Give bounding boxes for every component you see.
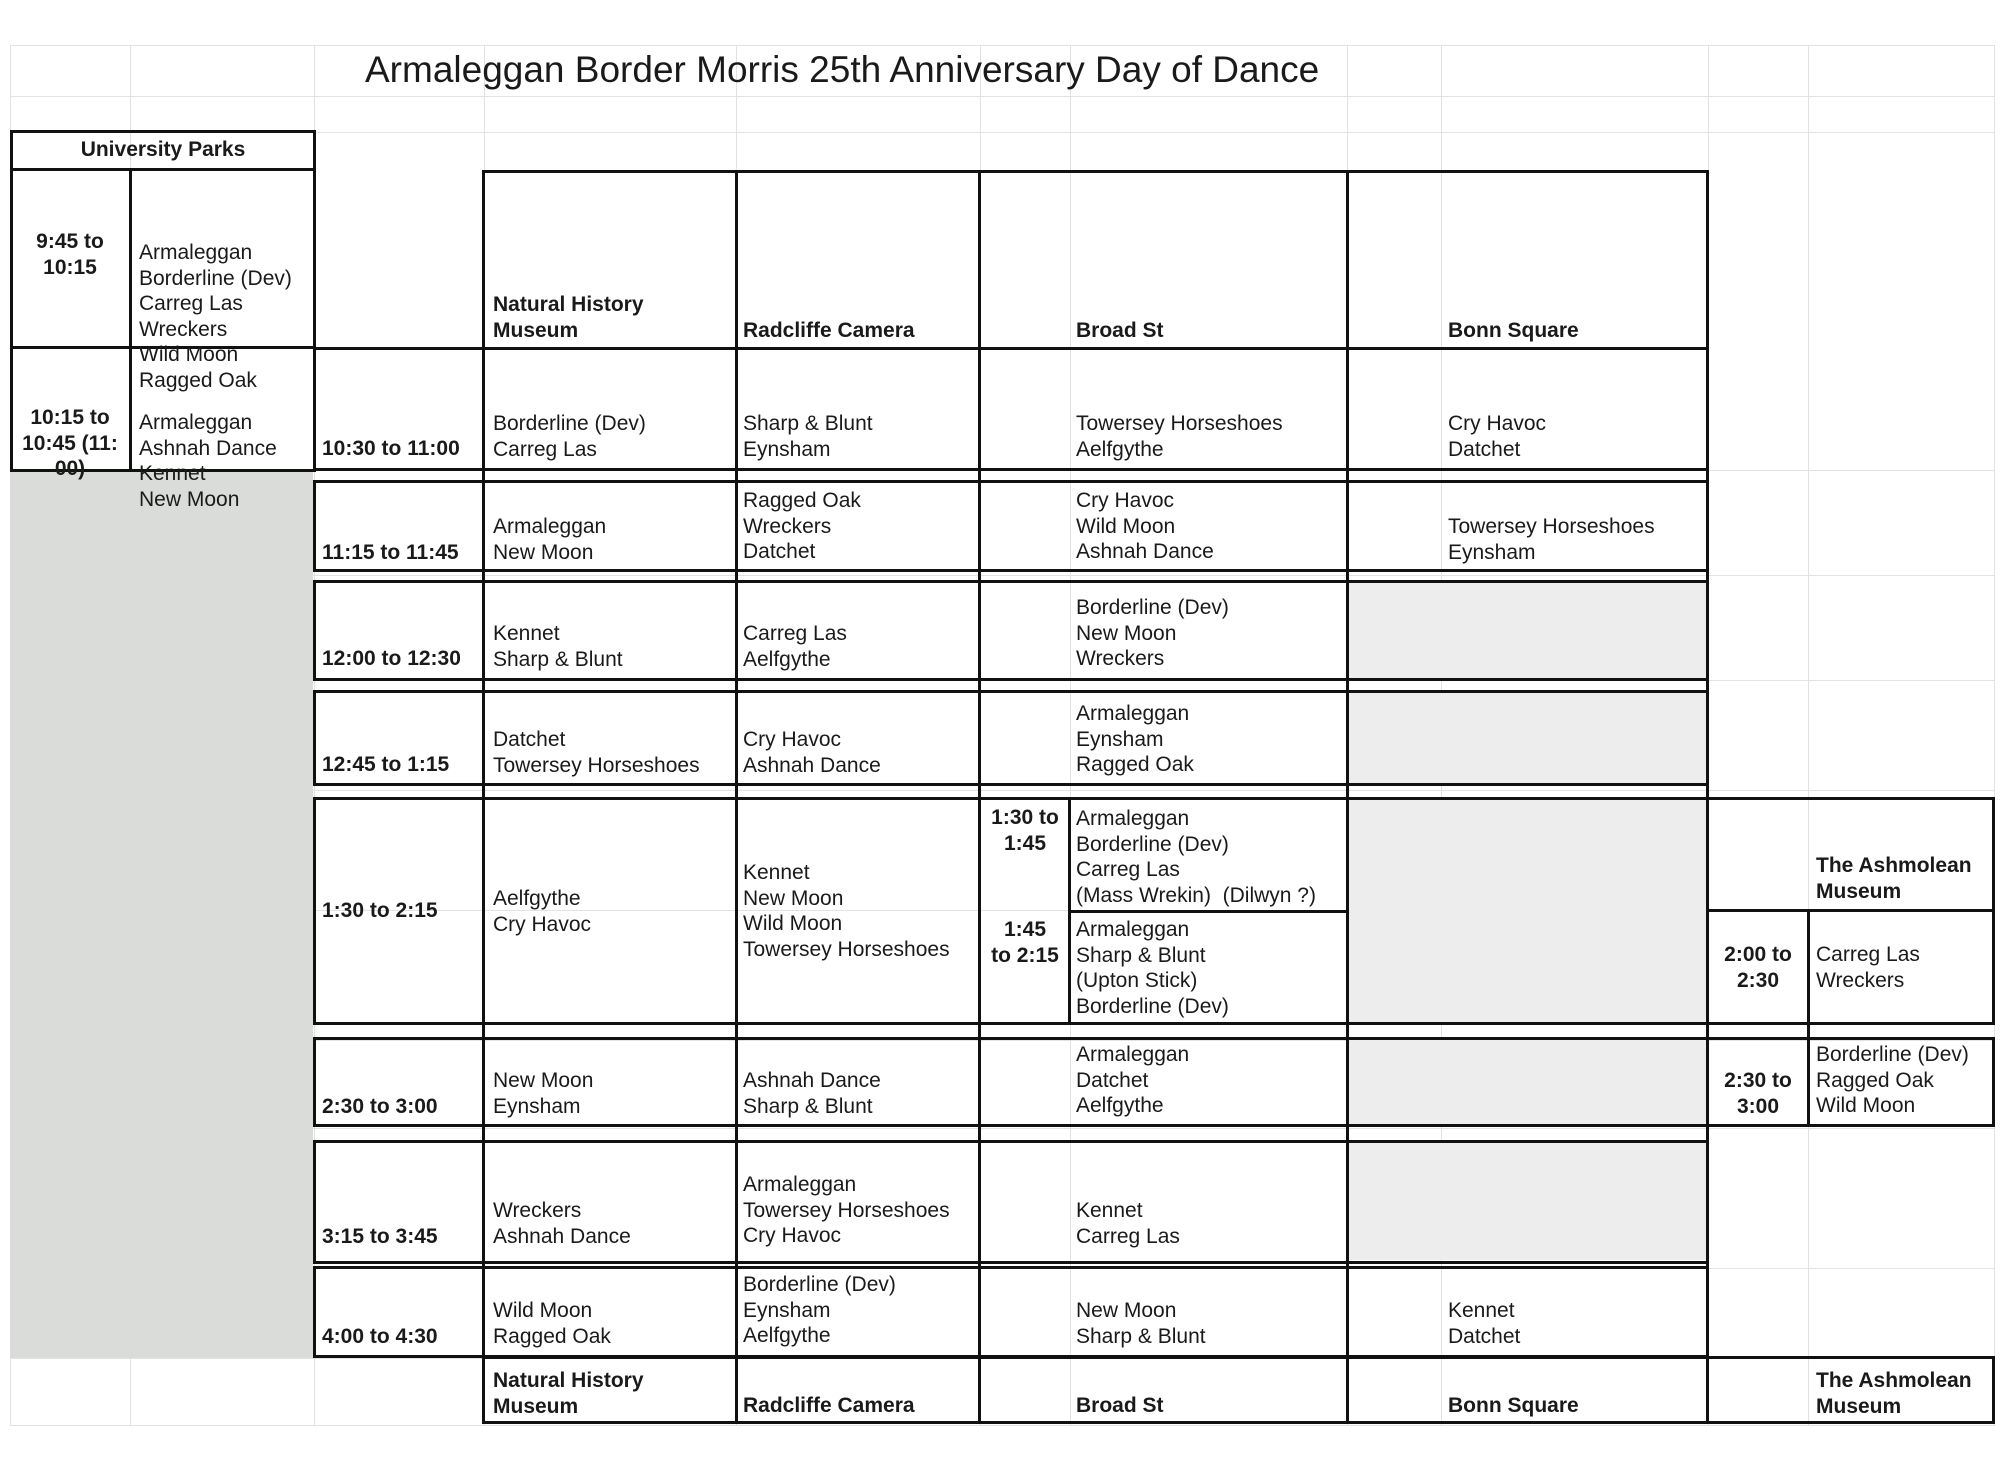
venue-broad-st-footer: Broad St [1076,1394,1164,1417]
team-list: Armaleggan Eynsham Ragged Oak [1076,702,1194,776]
team-list: Sharp & Blunt Eynsham [743,412,873,461]
team-list: Kennet Carreg Las [1076,1199,1180,1248]
team-list: Wild Moon Ragged Oak [493,1299,611,1348]
team-list: New Moon Eynsham [493,1069,594,1118]
grid-line [10,1425,1995,1426]
venue-radcliffe-camera: Radcliffe Camera [743,319,915,342]
team-list: Borderline (Dev) New Moon Wreckers [1076,596,1229,670]
venue-broad-st: Broad St [1076,319,1164,342]
team-list: Ashnah Dance Sharp & Blunt [743,1069,881,1118]
row-time: 10:30 to 11:00 [322,437,460,460]
venue-bonn-square-footer: Bonn Square [1448,1394,1579,1417]
team-list: Armaleggan Ashnah Dance Kennet New Moon [139,411,277,511]
team-list: Cry Havoc Datchet [1448,412,1547,461]
team-list: Borderline (Dev) Eynsham Aelfgythe [743,1273,896,1347]
team-list: Kennet Sharp & Blunt [493,622,623,671]
venue-natural-history: Natural History Museum [493,293,644,342]
row-time: 12:00 to 12:30 [322,647,461,670]
team-list: Towersey Horseshoes Eynsham [1448,515,1655,564]
team-list: Towersey Horseshoes Aelfgythe [1076,412,1283,461]
venue-natural-history-footer: Natural History Museum [493,1369,644,1418]
venue-bonn-square: Bonn Square [1448,319,1579,342]
team-list: Armaleggan Towersey Horseshoes Cry Havoc [743,1173,950,1247]
team-list: Carreg Las Wreckers [1816,943,1920,992]
time-slot: 2:00 to 2:30 [1724,943,1792,992]
row-time: 12:45 to 1:15 [322,753,450,776]
page-title: Armaleggan Border Morris 25th Anniversary Day of Dance [365,49,1320,90]
row-time: 1:30 to 2:15 [322,899,438,922]
divider [10,168,316,171]
team-list: Carreg Las Aelfgythe [743,622,847,671]
team-list: Armaleggan Sharp & Blunt (Upton Stick) Borderline (Dev) [1076,918,1229,1018]
frame-line [482,170,1709,173]
time-slot: 1:30 to 1:45 [991,806,1059,855]
column-divider [1807,909,1810,1125]
venue-ashmolean: The Ashmolean Museum [1816,854,1972,903]
team-list: Borderline (Dev) Ragged Oak Wild Moon [1816,1043,1969,1117]
team-list: New Moon Sharp & Blunt [1076,1299,1206,1348]
grid-line [10,45,1995,46]
team-list: Borderline (Dev) Carreg Las [493,412,646,461]
unused-area [10,471,313,1358]
team-list: Kennet New Moon Wild Moon Towersey Horseshoes [743,861,950,961]
row-time: 11:15 to 11:45 [322,541,459,564]
row-time: 2:30 to 3:00 [322,1095,438,1118]
team-list: Armaleggan Borderline (Dev) Carreg Las Wreckers Wild Moon Ragged Oak [139,241,292,392]
team-list: Cry Havoc Ashnah Dance [743,728,881,777]
venue-university-parks: University Parks [80,138,246,161]
grid-line [1808,45,1809,1425]
venue-radcliffe-camera-footer: Radcliffe Camera [743,1394,915,1417]
team-list: Wreckers Ashnah Dance [493,1199,631,1248]
grid-line [1994,45,1995,1425]
column-divider [482,347,485,1357]
team-list: Cry Havoc Wild Moon Ashnah Dance [1076,489,1214,563]
venue-ashmolean-footer: The Ashmolean Museum [1816,1369,1972,1418]
team-list: Datchet Towersey Horseshoes [493,728,700,777]
time-slot: 2:30 to 3:00 [1724,1069,1792,1118]
divider [129,168,132,470]
row-time: 4:00 to 4:30 [322,1325,438,1348]
time-slot: 10:15 to 10:45 (11: 00) [22,406,118,480]
team-list: Armaleggan Borderline (Dev) Carreg Las (Mass Wrekin) (Dilwyn ?) [1076,807,1316,907]
team-list: Ragged Oak Wreckers Datchet [743,489,861,563]
row-time: 3:15 to 3:45 [322,1225,438,1248]
team-list: Kennet Datchet [1448,1299,1521,1348]
grid-line [10,96,1995,97]
time-slot: 1:45 to 2:15 [991,918,1059,967]
team-list: Aelfgythe Cry Havoc [493,887,592,936]
time-slot: 9:45 to 10:15 [36,230,104,279]
team-list: Armaleggan New Moon [493,515,607,564]
team-list: Armaleggan Datchet Aelfgythe [1076,1043,1190,1117]
